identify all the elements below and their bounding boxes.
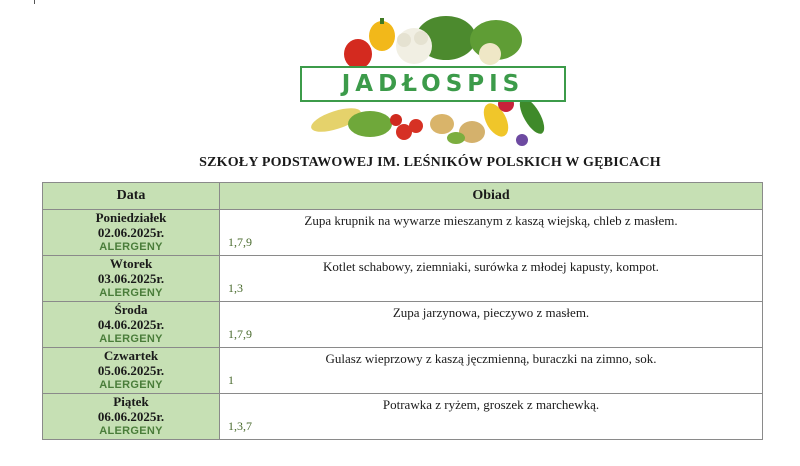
meal-text: Kotlet schabowy, ziemniaki, surówka z młodej kapusty, kompot. (323, 259, 659, 274)
meal-cell (220, 210, 763, 256)
brand-box (300, 66, 566, 102)
day-name: Środa (114, 302, 148, 317)
day-date: 05.06.2025r. (97, 363, 165, 378)
allergens-label: ALERGENY (99, 379, 163, 391)
day-cell (43, 256, 220, 302)
day-name: Czwartek (103, 348, 159, 363)
day-cell (43, 348, 220, 394)
day-name: Poniedziałek (95, 210, 167, 225)
corner-mark (34, 0, 35, 4)
allergens-label: ALERGENY (99, 241, 163, 253)
menu-table (42, 182, 763, 440)
allergens-label: ALERGENY (99, 333, 163, 345)
allergen-codes: 1 (228, 373, 234, 387)
meal-text: Gulasz wieprzowy z kaszą jęczmienną, buraczki na zimno, sok. (325, 351, 657, 366)
meal-cell (220, 394, 763, 440)
allergen-codes: 1,3 (228, 281, 243, 295)
meal-cell (220, 302, 763, 348)
meal-text: Potrawka z ryżem, groszek z marchewką. (382, 397, 600, 412)
meal-cell (220, 348, 763, 394)
meal-text: Zupa jarzynowa, pieczywo z masłem. (392, 305, 590, 320)
day-date: 02.06.2025r. (97, 225, 165, 240)
table-row (43, 348, 763, 394)
column-header-date: Data (43, 183, 220, 210)
column-header-meal: Obiad (220, 183, 763, 210)
table-row (43, 394, 763, 440)
allergens-label: ALERGENY (99, 425, 163, 437)
day-name: Piątek (113, 394, 149, 409)
day-date: 06.06.2025r. (97, 409, 165, 424)
allergens-label: ALERGENY (99, 287, 163, 299)
day-cell (43, 394, 220, 440)
day-cell (43, 210, 220, 256)
brand-title: JADŁOSPIS (341, 71, 525, 97)
allergen-codes: 1,7,9 (228, 235, 252, 249)
allergen-codes: 1,7,9 (228, 327, 252, 341)
table-row (43, 302, 763, 348)
day-cell (43, 302, 220, 348)
day-name: Wtorek (109, 256, 153, 271)
meal-text: Zupa krupnik na wywarze mieszanym z kaszą wiejską, chleb z masłem. (304, 213, 678, 228)
table-row (43, 256, 763, 302)
table-row (43, 210, 763, 256)
day-date: 04.06.2025r. (97, 317, 165, 332)
allergen-codes: 1,3,7 (228, 419, 252, 433)
day-date: 03.06.2025r. (97, 271, 165, 286)
meal-cell (220, 256, 763, 302)
table-header-row (43, 183, 763, 210)
school-title: SZKOŁY PODSTAWOWEJ IM. LEŚNIKÓW POLSKICH W GĘBICACH (199, 155, 661, 170)
